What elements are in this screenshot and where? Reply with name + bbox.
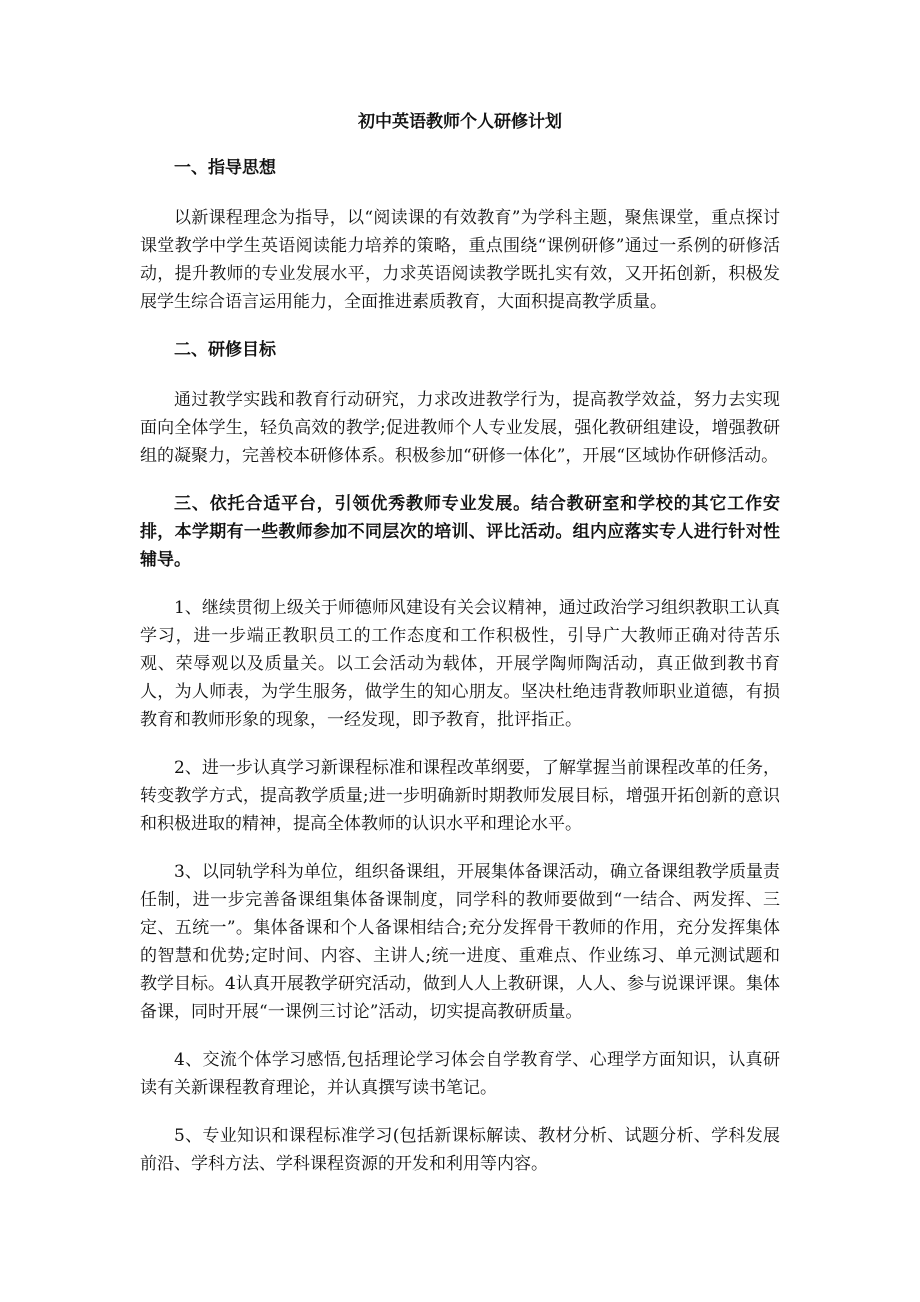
paragraph-guiding-ideology: 以新课程理念为指导，以“阅读课的有效教育”为学科主题，聚焦课堂，重点探讨课堂教学中学生英语阅读能力培养的策略，重点围绕“课例研修”通过一系例的研修活动，提升教师的专业发展水平，力求英语阅读教学既扎实有效，又开拓创新，积极发展学生综合语言运用能力，全面推进素质教育，大面积提高教学质量。 bbox=[140, 208, 780, 312]
section-heading-guiding-ideology: 一、指导思想 bbox=[174, 158, 276, 178]
paragraph-item-5: 5、专业知识和课程标准学习(包括新课标解读、教材分析、试题分析、学科发展前沿、学科方法、学科课程资源的开发和利用等内容。 bbox=[140, 1126, 780, 1174]
section-heading-platform: 三、依托合适平台，引领优秀教师专业发展。结合教研室和学校的其它工作安排，本学期有一些教师参加不同层次的培训、评比活动。组内应落实专人进行针对性辅导。 bbox=[140, 494, 780, 570]
paragraph-item-3: 3、以同轨学科为单位，组织备课组，开展集体备课活动，确立备课组教学质量责任制，进一步完善备课组集体备课制度，同学科的教师要做到“一结合、两发挥、三定、五统一”。集体备课和个人备课相结合;充分发挥骨干教师的作用，充分发挥集体的智慧和优势;定时间、内容、主讲人;统一进度、重难点、作业练习、单元测试题和教学目标。4认真开展教学研究活动，做到人人上教研课，人人、参与说课评课。集体备课，同时开展“一课例三讨论”活动，切实提高教研质量。 bbox=[140, 862, 780, 1022]
paragraph-item-2: 2、进一步认真学习新课程标准和课程改革纲要，了解掌握当前课程改革的任务，转变教学方式，提高教学质量;进一步明确新时期教师发展目标，增强开拓创新的意识和积极进取的精神，提高全体教师的认识水平和理论水平。 bbox=[140, 758, 780, 834]
document-page bbox=[140, 108, 780, 1198]
paragraph-item-4: 4、交流个体学习感悟,包括理论学习体会自学教育学、心理学方面知识，认真研读有关新课程教育理论，并认真撰写读书笔记。 bbox=[140, 1050, 780, 1098]
document-title: 初中英语教师个人研修计划 bbox=[358, 112, 562, 132]
section-heading-training-goals: 二、研修目标 bbox=[174, 340, 276, 360]
paragraph-training-goals: 通过教学实践和教育行动研究，力求改进教学行为，提高教学效益，努力去实现面向全体学生，轻负高效的教学;促进教师个人专业发展，强化教研组建设，增强教研组的凝聚力，完善校本研修体系。积极参加“研修一体化”，开展“区域协作研修活动。 bbox=[140, 390, 780, 466]
paragraph-item-1: 1、继续贯彻上级关于师德师风建设有关会议精神，通过政治学习组织教职工认真学习，进一步端正教职员工的工作态度和工作积极性，引导广大教师正确对待苦乐观、荣辱观以及质量关。以工会活动为载体，开展学陶师陶活动，真正做到教书育人，为人师表，为学生服务，做学生的知心朋友。坚决杜绝违背教师职业道德，有损教育和教师形象的现象，一经发现，即予教育，批评指正。 bbox=[140, 598, 780, 730]
